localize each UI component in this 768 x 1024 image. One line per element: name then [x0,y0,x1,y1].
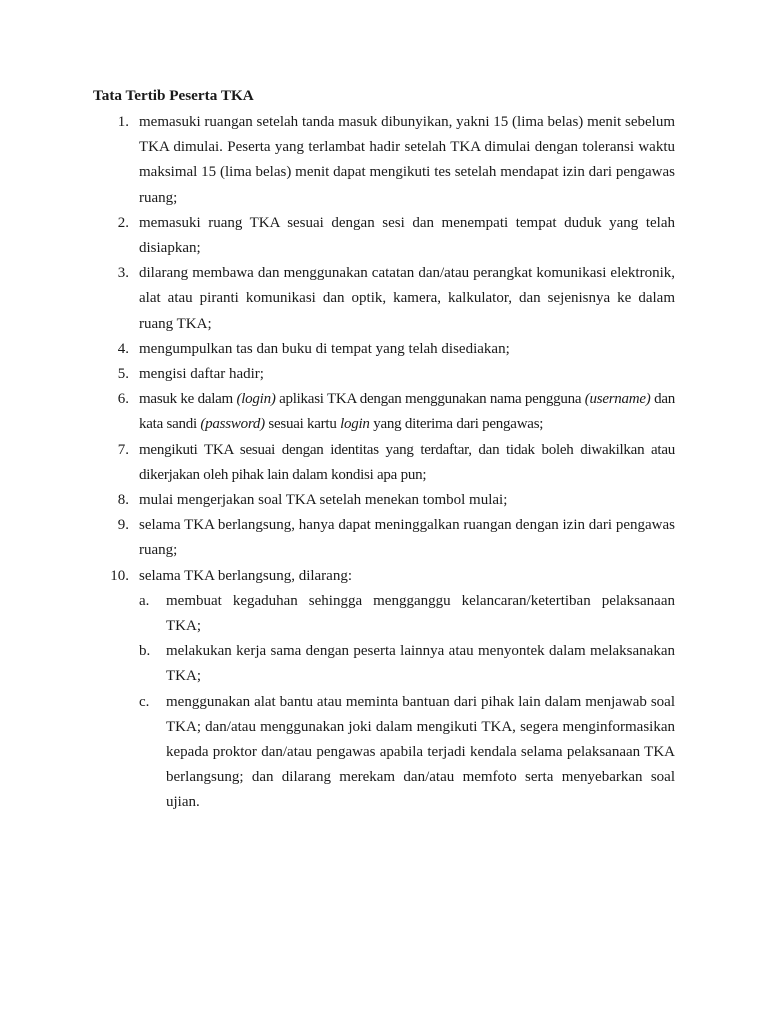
rule-text-part: masuk ke dalam [139,391,237,408]
login-term-2: login [340,416,370,433]
rule-number: 2. [117,214,129,231]
rule-item-4 [117,337,675,362]
rule-number: 4. [117,340,129,357]
rule-text: mengikuti TKA sesuai dengan identitas yang terdaftar, dan tidak boleh diwakilkan atau dikerjakan oleh pihak lain dalam kondisi apa pun; [139,441,675,483]
prohibition-letter: c. [139,693,150,710]
rule-number: 7. [117,441,129,458]
rule-text: memasuki ruangan setelah tanda masuk dibunyikan, yakni 15 (lima belas) menit sebelum TKA dimulai. Peserta yang terlambat hadir setelah TKA dimulai dengan toleransi waktu maksimal 15 (lima belas) menit dapat mengikuti tes setelah mendapat izin dari pengawas ruang; [139,114,675,206]
rule-item-9 [117,513,675,563]
rule-number: 10. [110,567,129,584]
rule-item-6 [117,387,675,437]
prohibition-text: melakukan kerja sama dengan peserta lainnya atau menyontek dalam melaksanakan TKA; [166,643,675,685]
login-term: (login) [236,391,276,408]
rule-text-part: sesuai kartu [264,416,341,433]
rule-text-part: aplikasi TKA dengan menggunakan nama pengguna [275,391,585,408]
rule-text: selama TKA berlangsung, hanya dapat meninggalkan ruangan dengan izin dari pengawas ruang; [139,517,675,559]
rule-text-part: dan kata sandi [139,391,675,433]
password-term: (password) [200,416,265,433]
rule-number: 8. [117,492,129,509]
rule-number: 3. [117,265,129,282]
rules-list [110,110,675,816]
rule-number: 9. [117,517,129,534]
rule-item-1 [117,110,675,211]
rule-text-part: yang diterima dari pengawas; [369,416,544,433]
rule-number: 6. [117,391,129,408]
rule-text [139,387,675,437]
prohibition-item-a [139,589,675,639]
prohibition-text: menggunakan alat bantu atau meminta bantuan dari pihak lain dalam menjawab soal TKA; dan/atau menggunakan joki dalam mengikuti TKA, segera menginformasikan kepada proktor dan/atau pengawas apabila terjadi kendala selama pelaksanaan TKA berlangsung; dan dilarang merekam dan/atau memfoto serta menyebarkan soal ujian. [166,693,675,811]
rule-number: 1. [117,114,129,130]
document-title: Tata Tertib Peserta TKA [93,87,254,104]
rule-text: memasuki ruang TKA sesuai dengan sesi dan menempati tempat duduk yang telah disiapkan; [139,214,675,257]
prohibition-letter: b. [139,643,151,660]
rule-number: 5. [117,366,129,383]
prohibition-text: membuat kegaduhan sehingga mengganggu kelancaran/ketertiban pelaksanaan TKA; [166,592,675,635]
rule-item-5 [117,362,675,387]
prohibition-item-c [139,690,675,816]
rule-item-8 [117,488,675,513]
rule-text: mengisi daftar hadir; [139,366,264,383]
rule-item-10 [110,564,675,816]
rule-item-7 [117,438,675,488]
prohibition-item-b [139,639,675,689]
rule-text: dilarang membawa dan menggunakan catatan dan/atau perangkat komunikasi elektronik, alat atau piranti komunikasi dan optik, kamera, kalkulator, dan sejenisnya ke dalam ruang TKA; [139,265,675,332]
rule-text: selama TKA berlangsung, dilarang: [139,567,353,584]
rule-item-2 [117,211,675,261]
rule-text: mulai mengerjakan soal TKA setelah menekan tombol mulai; [139,492,508,509]
username-term: (username) [584,391,651,408]
prohibitions-list [139,589,675,816]
prohibition-letter: a. [139,592,150,609]
rule-text: mengumpulkan tas dan buku di tempat yang telah disediakan; [139,340,510,357]
rule-item-3 [117,261,675,337]
